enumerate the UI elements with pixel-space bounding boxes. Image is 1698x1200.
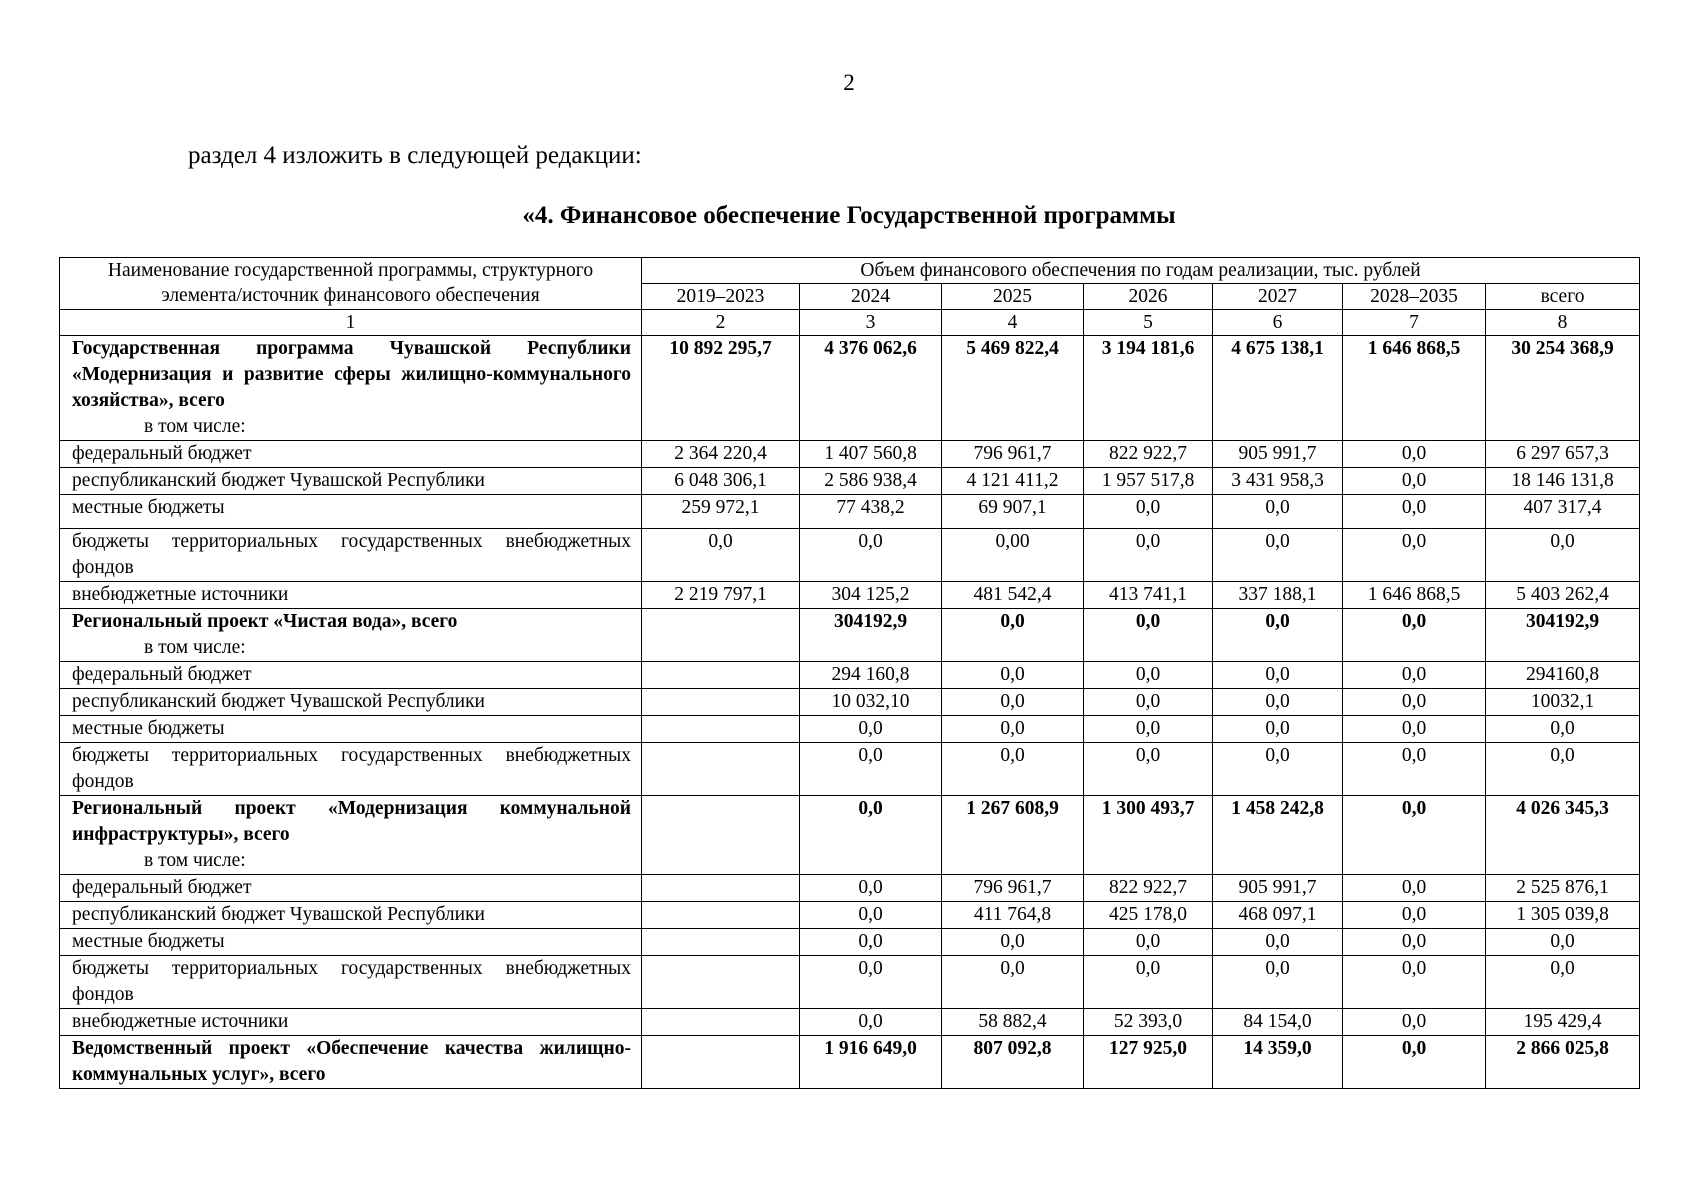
row-name-text: Региональный проект «Модернизация коммунальной инфраструктуры», всего	[72, 798, 631, 845]
column-index: 4	[942, 310, 1084, 336]
value-cell: 0,0	[1343, 796, 1486, 875]
row-name-text: местные бюджеты	[72, 931, 225, 952]
row-name-text: внебюджетные источники	[72, 1011, 289, 1032]
value-cell: 0,0	[1343, 902, 1486, 929]
value-cell: 4 376 062,6	[800, 336, 942, 441]
value-cell: 5 469 822,4	[942, 336, 1084, 441]
value-cell: 481 542,4	[942, 582, 1084, 609]
value-cell: 0,0	[1213, 956, 1343, 1009]
value-cell: 127 925,0	[1084, 1036, 1213, 1089]
value-cell: 10 892 295,7	[642, 336, 800, 441]
row-name	[60, 529, 642, 582]
row-name-text: бюджеты территориальных государственных внебюджетных фондов	[72, 958, 631, 1005]
value-cell: 5 403 262,4	[1486, 582, 1640, 609]
value-cell: 0,0	[1486, 716, 1640, 743]
value-cell: 1 646 868,5	[1343, 582, 1486, 609]
value-cell: 0,0	[1343, 1036, 1486, 1089]
value-cell: 0,0	[1343, 529, 1486, 582]
value-cell: 4 026 345,3	[1486, 796, 1640, 875]
value-cell: 411 764,8	[942, 902, 1084, 929]
value-cell: 0,0	[1213, 716, 1343, 743]
row-name-text: бюджеты территориальных государственных внебюджетных фондов	[72, 531, 631, 578]
value-cell: 0,0	[1486, 929, 1640, 956]
value-cell: 6 297 657,3	[1486, 441, 1640, 468]
value-cell	[642, 662, 800, 689]
table-row	[60, 743, 1640, 796]
value-cell: 0,0	[1084, 956, 1213, 1009]
value-cell: 10032,1	[1486, 689, 1640, 716]
value-cell: 0,0	[800, 743, 942, 796]
column-index: 7	[1343, 310, 1486, 336]
value-cell: 304192,9	[1486, 609, 1640, 662]
value-cell: 0,0	[1084, 929, 1213, 956]
row-name	[60, 662, 642, 689]
value-cell: 0,0	[800, 902, 942, 929]
value-cell	[642, 902, 800, 929]
row-name-text: Ведомственный проект «Обеспечение качества жилищно-коммунальных услуг», всего	[72, 1038, 631, 1085]
value-cell: 0,0	[1486, 743, 1640, 796]
row-name	[60, 495, 642, 529]
row-name	[60, 956, 642, 1009]
row-name	[60, 902, 642, 929]
value-cell: 0,0	[1084, 716, 1213, 743]
value-cell: 413 741,1	[1084, 582, 1213, 609]
value-cell: 425 178,0	[1084, 902, 1213, 929]
row-name-text: бюджеты территориальных государственных внебюджетных фондов	[72, 745, 631, 792]
row-name-text: внебюджетные источники	[72, 584, 289, 605]
value-cell: 84 154,0	[1213, 1009, 1343, 1036]
value-cell: 0,0	[1084, 689, 1213, 716]
column-index: 1	[60, 310, 642, 336]
value-cell: 0,0	[1486, 956, 1640, 1009]
value-cell: 14 359,0	[1213, 1036, 1343, 1089]
year-header: 2025	[942, 284, 1084, 310]
value-cell: 0,0	[1343, 441, 1486, 468]
row-name-text: Региональный проект «Чистая вода», всего	[72, 611, 458, 632]
value-cell: 822 922,7	[1084, 875, 1213, 902]
row-name-text: Государственная программа Чувашской Республики «Модернизация и развитие сферы жилищно-коммунального хозяйства», всего	[72, 338, 631, 411]
year-header: 2028–2035	[1343, 284, 1486, 310]
value-cell: 0,0	[1343, 662, 1486, 689]
value-cell: 0,0	[800, 529, 942, 582]
value-cell: 58 882,4	[942, 1009, 1084, 1036]
table-row	[60, 609, 1640, 662]
value-cell: 4 675 138,1	[1213, 336, 1343, 441]
page-number: 2	[843, 70, 855, 95]
value-cell: 0,0	[1343, 495, 1486, 529]
table-row	[60, 1036, 1640, 1089]
column-index-row	[60, 310, 1640, 336]
row-name-text: федеральный бюджет	[72, 664, 252, 685]
value-cell: 822 922,7	[1084, 441, 1213, 468]
row-name	[60, 1036, 642, 1089]
value-cell: 6 048 306,1	[642, 468, 800, 495]
value-cell: 0,0	[1084, 743, 1213, 796]
row-name	[60, 582, 642, 609]
row-name-text: республиканский бюджет Чувашской Республики	[72, 691, 485, 712]
row-name	[60, 743, 642, 796]
year-header: 2026	[1084, 284, 1213, 310]
value-cell: 0,0	[1084, 495, 1213, 529]
value-cell: 0,0	[1084, 609, 1213, 662]
table-row	[60, 441, 1640, 468]
value-cell	[642, 609, 800, 662]
row-name	[60, 929, 642, 956]
table-row	[60, 468, 1640, 495]
row-subtitle: в том числе:	[144, 850, 246, 871]
value-cell: 0,0	[1343, 929, 1486, 956]
volume-header: Объем финансового обеспечения по годам реализации, тыс. рублей	[642, 258, 1640, 284]
value-cell: 0,0	[800, 716, 942, 743]
table-row	[60, 495, 1640, 529]
value-cell: 337 188,1	[1213, 582, 1343, 609]
table-row	[60, 929, 1640, 956]
value-cell	[642, 875, 800, 902]
column-index: 8	[1486, 310, 1640, 336]
name-column-header: Наименование государственной программы, структурного элемента/источник финансового обеспечения	[60, 258, 642, 310]
value-cell: 10 032,10	[800, 689, 942, 716]
value-cell: 0,0	[1486, 529, 1640, 582]
value-cell: 0,0	[1213, 743, 1343, 796]
row-name-text: республиканский бюджет Чувашской Республики	[72, 470, 485, 491]
row-name-text: федеральный бюджет	[72, 443, 252, 464]
value-cell: 0,0	[1213, 609, 1343, 662]
value-cell: 18 146 131,8	[1486, 468, 1640, 495]
value-cell	[642, 929, 800, 956]
value-cell	[642, 1009, 800, 1036]
column-index: 3	[800, 310, 942, 336]
year-header: 2024	[800, 284, 942, 310]
table-row	[60, 875, 1640, 902]
value-cell: 1 916 649,0	[800, 1036, 942, 1089]
section-heading-text: «4. Финансовое обеспечение Государственной программы	[522, 202, 1176, 229]
value-cell: 1 646 868,5	[1343, 336, 1486, 441]
row-name	[60, 441, 642, 468]
table-row	[60, 1009, 1640, 1036]
table-row	[60, 336, 1640, 441]
table-row	[60, 716, 1640, 743]
value-cell: 1 458 242,8	[1213, 796, 1343, 875]
value-cell: 0,0	[1213, 689, 1343, 716]
row-name	[60, 468, 642, 495]
value-cell: 0,0	[942, 743, 1084, 796]
row-name	[60, 716, 642, 743]
value-cell: 1 305 039,8	[1486, 902, 1640, 929]
value-cell: 905 991,7	[1213, 875, 1343, 902]
row-name	[60, 1009, 642, 1036]
value-cell: 0,00	[942, 529, 1084, 582]
value-cell: 0,0	[1213, 662, 1343, 689]
year-header: 2027	[1213, 284, 1343, 310]
row-subtitle: в том числе:	[144, 637, 246, 658]
column-index: 5	[1084, 310, 1213, 336]
value-cell: 2 219 797,1	[642, 582, 800, 609]
row-name-text: федеральный бюджет	[72, 877, 252, 898]
value-cell: 2 525 876,1	[1486, 875, 1640, 902]
value-cell	[642, 689, 800, 716]
value-cell: 3 194 181,6	[1084, 336, 1213, 441]
table-row	[60, 956, 1640, 1009]
row-name	[60, 875, 642, 902]
financing-table	[59, 257, 1640, 1089]
value-cell: 304 125,2	[800, 582, 942, 609]
value-cell: 0,0	[1213, 929, 1343, 956]
value-cell: 0,0	[800, 956, 942, 1009]
column-index: 2	[642, 310, 800, 336]
row-name-text: местные бюджеты	[72, 718, 225, 739]
value-cell: 52 393,0	[1084, 1009, 1213, 1036]
table-row	[60, 689, 1640, 716]
table-row	[60, 902, 1640, 929]
value-cell: 0,0	[1343, 609, 1486, 662]
value-cell: 807 092,8	[942, 1036, 1084, 1089]
table-row	[60, 582, 1640, 609]
value-cell: 4 121 411,2	[942, 468, 1084, 495]
row-name-text: республиканский бюджет Чувашской Республики	[72, 904, 485, 925]
value-cell: 0,0	[642, 529, 800, 582]
value-cell: 304192,9	[800, 609, 942, 662]
value-cell: 77 438,2	[800, 495, 942, 529]
value-cell: 0,0	[800, 1009, 942, 1036]
value-cell: 0,0	[800, 929, 942, 956]
table-row	[60, 529, 1640, 582]
value-cell: 0,0	[1343, 956, 1486, 1009]
value-cell: 905 991,7	[1213, 441, 1343, 468]
value-cell: 1 957 517,8	[1084, 468, 1213, 495]
value-cell: 0,0	[800, 875, 942, 902]
value-cell: 294160,8	[1486, 662, 1640, 689]
table-body	[60, 336, 1640, 1089]
row-name	[60, 796, 642, 875]
value-cell: 0,0	[1084, 662, 1213, 689]
value-cell: 407 317,4	[1486, 495, 1640, 529]
value-cell: 0,0	[1343, 875, 1486, 902]
value-cell: 0,0	[1213, 529, 1343, 582]
value-cell: 0,0	[1213, 495, 1343, 529]
value-cell	[642, 743, 800, 796]
value-cell: 0,0	[942, 662, 1084, 689]
row-name-text: местные бюджеты	[72, 497, 225, 518]
value-cell: 796 961,7	[942, 441, 1084, 468]
row-name	[60, 689, 642, 716]
value-cell: 468 097,1	[1213, 902, 1343, 929]
value-cell: 2 866 025,8	[1486, 1036, 1640, 1089]
value-cell: 1 300 493,7	[1084, 796, 1213, 875]
value-cell	[642, 796, 800, 875]
value-cell: 69 907,1	[942, 495, 1084, 529]
value-cell: 1 267 608,9	[942, 796, 1084, 875]
value-cell: 0,0	[800, 796, 942, 875]
row-name	[60, 336, 642, 441]
table-row	[60, 662, 1640, 689]
value-cell: 0,0	[942, 929, 1084, 956]
value-cell: 0,0	[942, 956, 1084, 1009]
value-cell: 195 429,4	[1486, 1009, 1640, 1036]
table-row	[60, 796, 1640, 875]
value-cell: 259 972,1	[642, 495, 800, 529]
value-cell: 2 364 220,4	[642, 441, 800, 468]
value-cell: 3 431 958,3	[1213, 468, 1343, 495]
column-index: 6	[1213, 310, 1343, 336]
value-cell: 0,0	[1343, 1009, 1486, 1036]
year-header: 2019–2023	[642, 284, 800, 310]
value-cell: 0,0	[1343, 468, 1486, 495]
value-cell: 1 407 560,8	[800, 441, 942, 468]
row-subtitle: в том числе:	[144, 416, 246, 437]
value-cell: 2 586 938,4	[800, 468, 942, 495]
value-cell: 30 254 368,9	[1486, 336, 1640, 441]
total-header: всего	[1486, 284, 1640, 310]
value-cell: 0,0	[1343, 743, 1486, 796]
value-cell	[642, 956, 800, 1009]
value-cell	[642, 716, 800, 743]
value-cell: 0,0	[942, 716, 1084, 743]
section-heading	[0, 202, 1698, 230]
value-cell: 0,0	[1084, 529, 1213, 582]
value-cell: 0,0	[1343, 716, 1486, 743]
intro-text: раздел 4 изложить в следующей редакции:	[188, 142, 642, 169]
value-cell: 0,0	[942, 689, 1084, 716]
value-cell: 294 160,8	[800, 662, 942, 689]
value-cell: 0,0	[942, 609, 1084, 662]
value-cell: 796 961,7	[942, 875, 1084, 902]
row-name	[60, 609, 642, 662]
value-cell	[642, 1036, 800, 1089]
value-cell: 0,0	[1343, 689, 1486, 716]
